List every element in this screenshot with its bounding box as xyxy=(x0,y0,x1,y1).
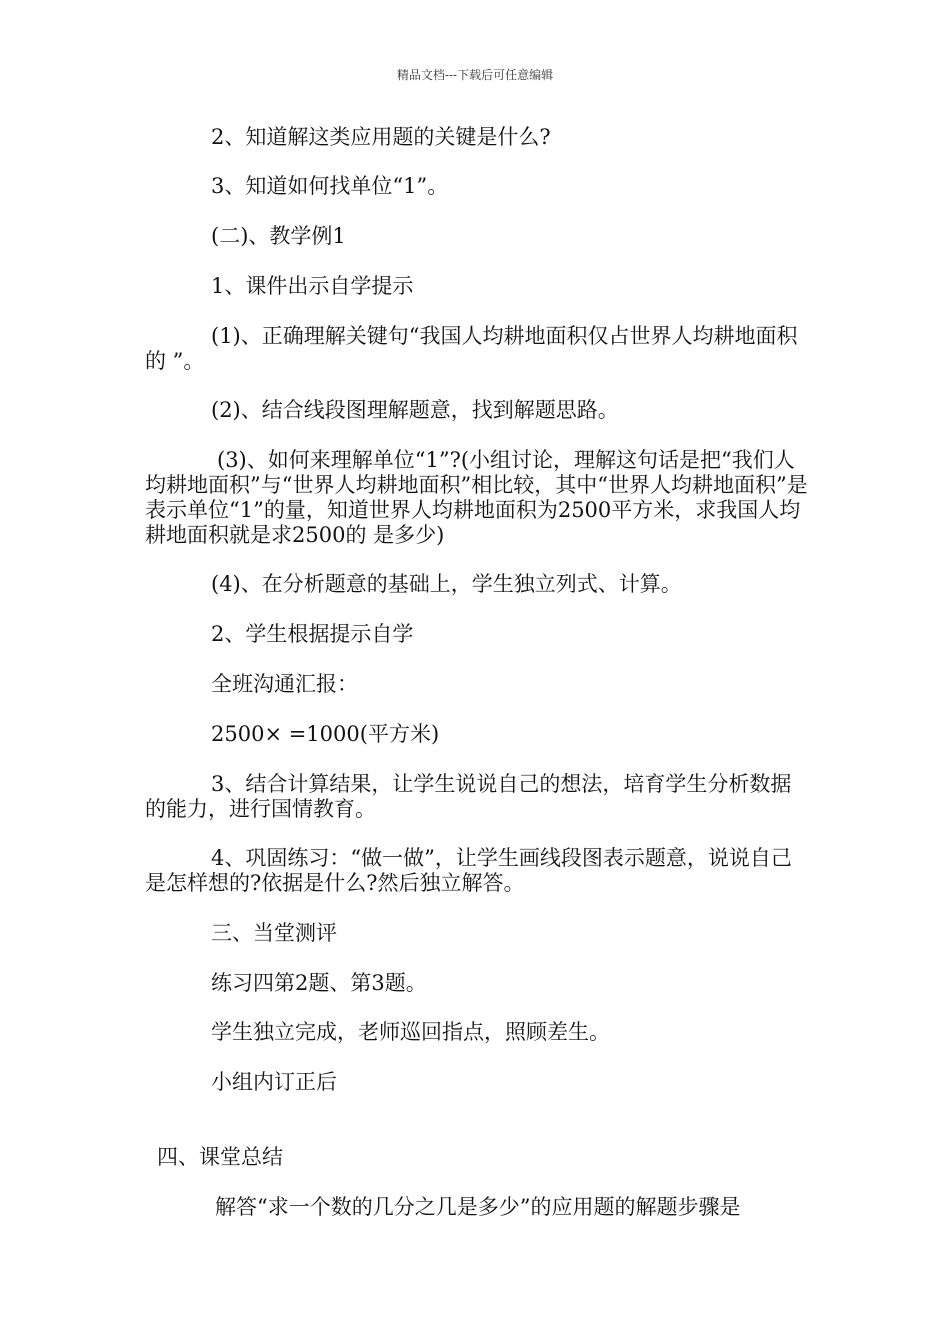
paragraph: (3)、如何来理解单位“1”?(小组讨论，理解这句话是把“我们人均耕地面积”与“世界人均耕地面积”相比较，其中“世界人均耕地面积”是表示单位“1”的量，知道世界人均耕地面积为2500平方米，求我国人均耕地面积就是求2500的 是多少) xyxy=(145,448,808,547)
paragraph: 2500× =1000(平方米) xyxy=(211,722,440,746)
paragraph: 三、当堂测评 xyxy=(211,921,337,945)
paragraph: 4、巩固练习：“做一做”，让学生画线段图表示题意，说说自己是怎样想的?依据是什么?然后独立解答。 xyxy=(145,846,792,895)
paragraph: 学生独立完成，老师巡回指点，照顾差生。 xyxy=(211,1020,610,1044)
section-heading: 四、课堂总结 xyxy=(157,1145,283,1169)
page-header: 精品文档---下载后可任意编辑 xyxy=(396,68,554,82)
paragraph: 2、知道解这类应用题的关键是什么? xyxy=(211,125,551,149)
paragraph: (1)、正确理解关键句“我国人均耕地面积仅占世界人均耕地面积的 ”。 xyxy=(145,324,798,373)
paragraph: 全班沟通汇报： xyxy=(211,672,358,696)
paragraph: 解答“求一个数的几分之几是多少”的应用题的解题步骤是 xyxy=(215,1195,741,1219)
paragraph: 1、课件出示自学提示 xyxy=(211,274,414,298)
paragraph: (二)、教学例1 xyxy=(211,224,346,248)
paragraph: 3、知道如何找单位“1”。 xyxy=(211,174,449,198)
paragraph: 2、学生根据提示自学 xyxy=(211,622,414,646)
paragraph: 3、结合计算结果，让学生说说自己的想法，培育学生分析数据的能力，进行国情教育。 xyxy=(145,772,792,821)
paragraph: 小组内订正后 xyxy=(211,1070,337,1094)
paragraph: (2)、结合线段图理解题意，找到解题思路。 xyxy=(211,398,619,422)
paragraph: 练习四第2题、第3题。 xyxy=(211,971,427,995)
paragraph: (4)、在分析题意的基础上，学生独立列式、计算。 xyxy=(211,572,682,596)
